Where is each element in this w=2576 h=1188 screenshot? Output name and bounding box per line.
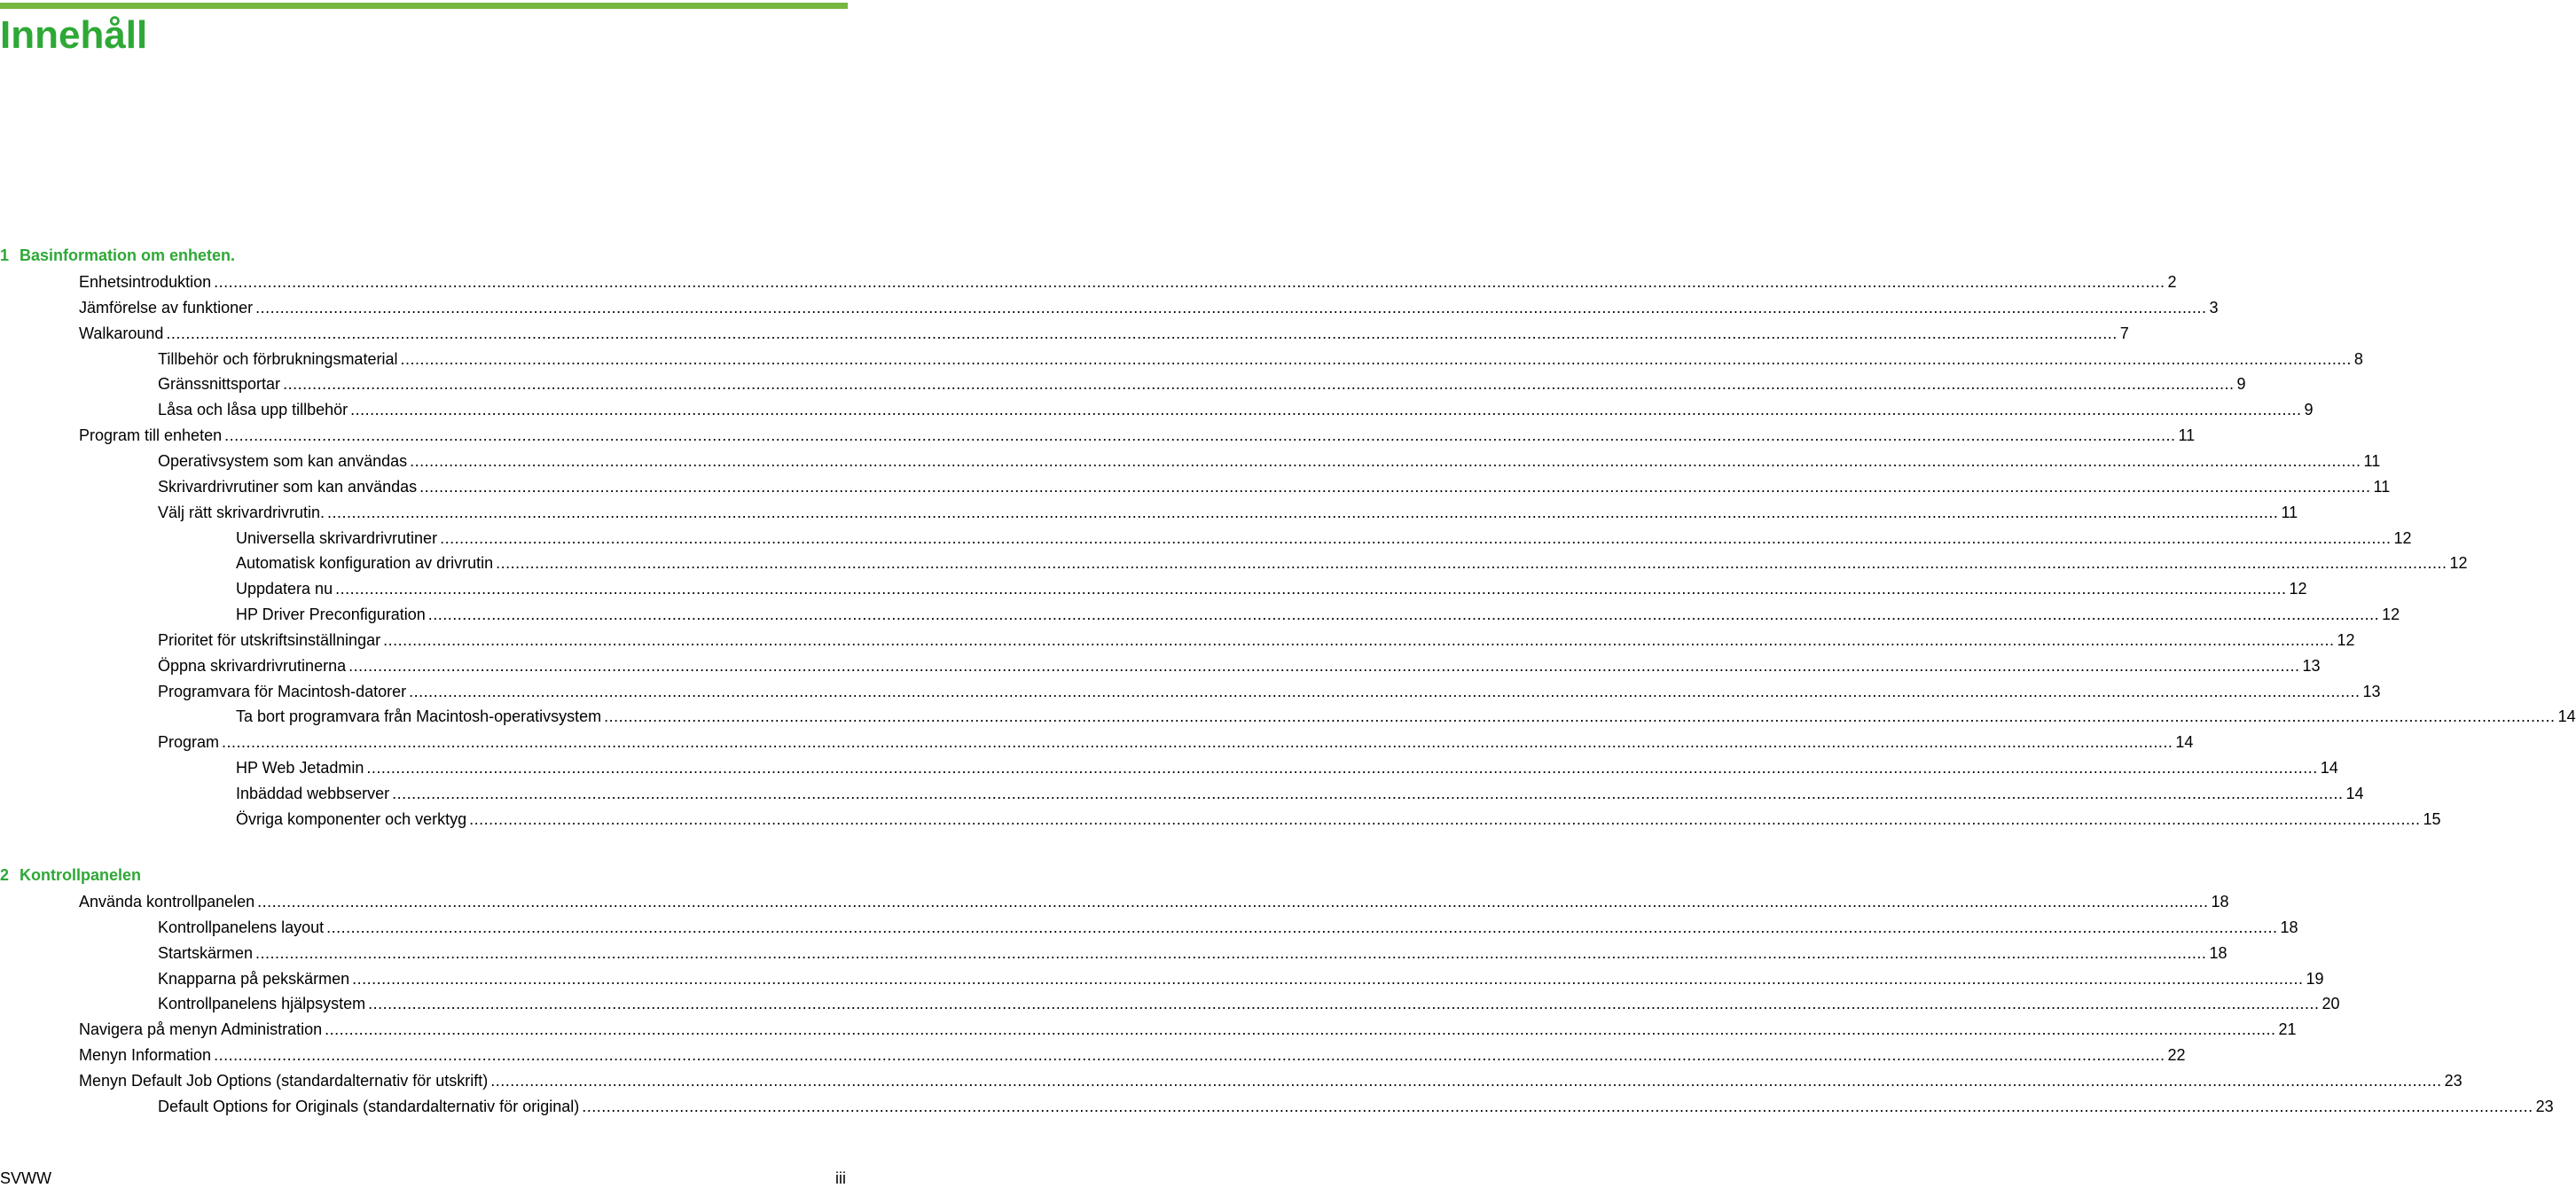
toc-entry[interactable]	[158, 372, 2246, 395]
toc-entry[interactable]	[236, 551, 2468, 574]
toc-entry[interactable]	[158, 449, 2381, 473]
dot-leader: ................................................................................................................................................................................................................................................................................................................................................................................................................	[283, 375, 2235, 393]
toc-entry-page-number: 12	[2382, 606, 2400, 623]
dot-leader: ................................................................................................................................................................................................................................................................................................................................................................................................................	[214, 1046, 2165, 1064]
toc-entry[interactable]	[236, 782, 2364, 805]
dot-leader: ................................................................................................................................................................................................................................................................................................................................................................................................................	[366, 759, 2318, 777]
toc-entry[interactable]	[79, 1018, 2297, 1041]
toc-entry-title: Menyn Information	[79, 1046, 212, 1064]
toc-entry-page-number: 22	[2167, 1046, 2186, 1064]
toc-entry[interactable]	[158, 992, 2340, 1015]
chapter-number: 1	[0, 246, 10, 264]
toc-entry-title: Inbäddad webbserver	[236, 785, 390, 802]
toc-entry-title: Låsa och låsa upp tillbehör	[158, 401, 348, 418]
dot-leader: ................................................................................................................................................................................................................................................................................................................................................................................................................	[214, 273, 2165, 291]
dot-leader: ................................................................................................................................................................................................................................................................................................................................................................................................................	[352, 970, 2304, 988]
toc-entry-page-number: 14	[2320, 759, 2338, 777]
dot-leader: ................................................................................................................................................................................................................................................................................................................................................................................................................	[469, 810, 2421, 828]
dot-leader: ................................................................................................................................................................................................................................................................................................................................................................................................................	[440, 529, 2392, 547]
dot-leader: ................................................................................................................................................................................................................................................................................................................................................................................................................	[496, 554, 2447, 572]
toc-entry-title: Enhetsintroduktion	[79, 273, 212, 291]
toc-entry-page-number: 14	[2175, 733, 2194, 751]
chapter-heading[interactable]	[0, 244, 235, 267]
toc-entry-page-number: 13	[2362, 683, 2381, 700]
toc-entry-title: Gränssnittsportar	[158, 375, 281, 393]
top-rule	[0, 3, 848, 9]
toc-entry[interactable]	[79, 424, 2196, 447]
toc-entry-title: Öppna skrivardrivrutinerna	[158, 657, 347, 675]
dot-leader: ................................................................................................................................................................................................................................................................................................................................................................................................................	[427, 606, 2380, 623]
dot-leader: ................................................................................................................................................................................................................................................................................................................................................................................................................	[257, 893, 2209, 911]
toc-entry-title: Prioritet för utskriftsinställningar	[158, 631, 381, 649]
toc-entry[interactable]	[158, 398, 2314, 421]
toc-entry-page-number: 12	[2449, 554, 2468, 572]
toc-entry-title: Knapparna på pekskärmen	[158, 970, 350, 988]
dot-leader: ................................................................................................................................................................................................................................................................................................................................................................................................................	[327, 504, 2279, 521]
toc-entry-title: Kontrollpanelens hjälpsystem	[158, 995, 366, 1012]
chapter-title: Kontrollpanelen	[20, 866, 142, 884]
toc-entry-title: HP Driver Preconfiguration	[236, 606, 426, 623]
toc-entry-page-number: 3	[2209, 299, 2219, 317]
toc-entry-page-number: 14	[2345, 785, 2364, 802]
dot-leader: ................................................................................................................................................................................................................................................................................................................................................................................................................	[400, 350, 2352, 368]
toc-entry[interactable]	[158, 680, 2381, 703]
toc-entry-title: Menyn Default Job Options (standardalternativ för utskrift)	[79, 1072, 489, 1090]
dot-leader: ................................................................................................................................................................................................................................................................................................................................................................................................................	[222, 733, 2173, 751]
toc-entry-title: Kontrollpanelens layout	[158, 918, 325, 936]
toc-entry[interactable]	[158, 967, 2324, 990]
toc-entry-title: Tillbehör och förbrukningsmaterial	[158, 350, 398, 368]
toc-entry-title: Universella skrivardrivrutiner	[236, 529, 438, 547]
toc-entry[interactable]	[158, 475, 2391, 498]
toc-entry-title: Operativsystem som kan användas	[158, 452, 408, 470]
toc-entry-page-number: 12	[2289, 580, 2307, 598]
toc-entry[interactable]	[158, 629, 2355, 652]
toc-entry-title: Startskärmen	[158, 944, 254, 962]
toc-entry-page-number: 21	[2278, 1020, 2297, 1038]
toc-entry-title: Använda kontrollpanelen	[79, 893, 255, 911]
page-title: Innehåll	[0, 13, 148, 57]
toc-entry-page-number: 19	[2306, 970, 2324, 988]
toc-entry-page-number: 18	[2280, 918, 2298, 936]
toc-entry-page-number: 18	[2209, 944, 2228, 962]
toc-entry-page-number: 11	[2373, 478, 2391, 496]
dot-leader: ................................................................................................................................................................................................................................................................................................................................................................................................................	[335, 580, 2287, 598]
toc-entry[interactable]	[236, 577, 2307, 600]
dot-leader: ................................................................................................................................................................................................................................................................................................................................................................................................................	[325, 1020, 2276, 1038]
chapter-title: Basinformation om enheten.	[20, 246, 236, 264]
toc-entry-page-number: 7	[2119, 324, 2129, 342]
toc-entry-page-number: 11	[2281, 504, 2298, 521]
toc-entry[interactable]	[236, 527, 2412, 550]
toc-entry[interactable]	[79, 1043, 2186, 1067]
dot-leader: ................................................................................................................................................................................................................................................................................................................................................................................................................	[255, 944, 2207, 962]
toc-entry-title: Walkaround	[79, 324, 164, 342]
toc-entry-page-number: 23	[2535, 1098, 2554, 1115]
dot-leader: ................................................................................................................................................................................................................................................................................................................................................................................................................	[490, 1072, 2442, 1090]
dot-leader: ................................................................................................................................................................................................................................................................................................................................................................................................................	[604, 707, 2556, 725]
toc-entry[interactable]	[79, 1069, 2462, 1092]
toc-entry[interactable]	[158, 501, 2298, 524]
toc-entry-title: Ta bort programvara från Macintosh-operativsystem	[236, 707, 602, 725]
dot-leader: ................................................................................................................................................................................................................................................................................................................................................................................................................	[392, 785, 2344, 802]
toc-entry-title: Default Options for Originals (standardalternativ för original)	[158, 1098, 580, 1115]
toc-entry-page-number: 8	[2353, 350, 2363, 368]
toc-entry[interactable]	[236, 705, 2576, 728]
toc-entry-page-number: 2	[2167, 273, 2177, 291]
toc-entry-page-number: 11	[2363, 452, 2381, 470]
toc-entry-page-number: 12	[2393, 529, 2412, 547]
chapter-heading[interactable]	[0, 864, 141, 887]
toc-entry-title: Uppdatera nu	[236, 580, 333, 598]
toc-entry[interactable]	[79, 296, 2219, 319]
toc-entry-page-number: 11	[2178, 426, 2196, 444]
toc-entry-title: Program till enheten	[79, 426, 223, 444]
dot-leader: ................................................................................................................................................................................................................................................................................................................................................................................................................	[350, 401, 2302, 418]
toc-entry-page-number: 9	[2236, 375, 2246, 393]
chapter-number: 2	[0, 866, 10, 884]
toc-entry-title: Program	[158, 733, 220, 751]
toc-entry-title: Välj rätt skrivardrivrutin.	[158, 504, 325, 521]
toc-entry[interactable]	[79, 270, 2177, 293]
dot-leader: ................................................................................................................................................................................................................................................................................................................................................................................................................	[383, 631, 2335, 649]
toc-entry[interactable]	[158, 916, 2298, 939]
toc-entry[interactable]	[236, 603, 2400, 626]
toc-entry-title: Navigera på menyn Administration	[79, 1020, 323, 1038]
toc-entry[interactable]	[79, 322, 2129, 345]
dot-leader: ................................................................................................................................................................................................................................................................................................................................................................................................................	[348, 657, 2300, 675]
dot-leader: ................................................................................................................................................................................................................................................................................................................................................................................................................	[368, 995, 2320, 1012]
dot-leader: ................................................................................................................................................................................................................................................................................................................................................................................................................	[255, 299, 2207, 317]
footer-left-label: SVWW	[0, 1169, 51, 1187]
dot-leader: ................................................................................................................................................................................................................................................................................................................................................................................................................	[409, 683, 2361, 700]
dot-leader: ................................................................................................................................................................................................................................................................................................................................................................................................................	[166, 324, 2118, 342]
toc-entry-page-number: 9	[2304, 401, 2314, 418]
toc-entry[interactable]	[79, 890, 2229, 913]
toc-entry-page-number: 15	[2423, 810, 2441, 828]
toc-entry[interactable]	[158, 942, 2228, 965]
dot-leader: ................................................................................................................................................................................................................................................................................................................................................................................................................	[224, 426, 2176, 444]
dot-leader: ................................................................................................................................................................................................................................................................................................................................................................................................................	[419, 478, 2371, 496]
footer-page-number: iii	[835, 1169, 846, 1187]
dot-leader: ................................................................................................................................................................................................................................................................................................................................................................................................................	[582, 1098, 2533, 1115]
toc-entry-page-number: 12	[2337, 631, 2355, 649]
toc-entry[interactable]	[158, 348, 2363, 371]
toc-entry[interactable]	[158, 1095, 2554, 1118]
toc-entry-title: Jämförelse av funktioner	[79, 299, 254, 317]
toc-entry-page-number: 23	[2444, 1072, 2462, 1090]
toc-entry[interactable]	[158, 731, 2194, 754]
toc-entry[interactable]	[236, 808, 2441, 831]
dot-leader: ................................................................................................................................................................................................................................................................................................................................................................................................................	[326, 918, 2278, 936]
toc-entry-title: Automatisk konfiguration av drivrutin	[236, 554, 494, 572]
toc-entry-page-number: 13	[2302, 657, 2321, 675]
toc-entry-title: Övriga komponenter och verktyg	[236, 810, 467, 828]
toc-entry-title: Skrivardrivrutiner som kan användas	[158, 478, 418, 496]
toc-entry-title: Programvara för Macintosh-datorer	[158, 683, 407, 700]
toc-entry-page-number: 14	[2557, 707, 2576, 725]
dot-leader: ................................................................................................................................................................................................................................................................................................................................................................................................................	[410, 452, 2361, 470]
toc-entry[interactable]	[236, 756, 2338, 779]
toc-entry-page-number: 18	[2211, 893, 2229, 911]
toc-entry-title: HP Web Jetadmin	[236, 759, 364, 777]
toc-entry[interactable]	[158, 654, 2321, 677]
toc-entry-page-number: 20	[2322, 995, 2340, 1012]
